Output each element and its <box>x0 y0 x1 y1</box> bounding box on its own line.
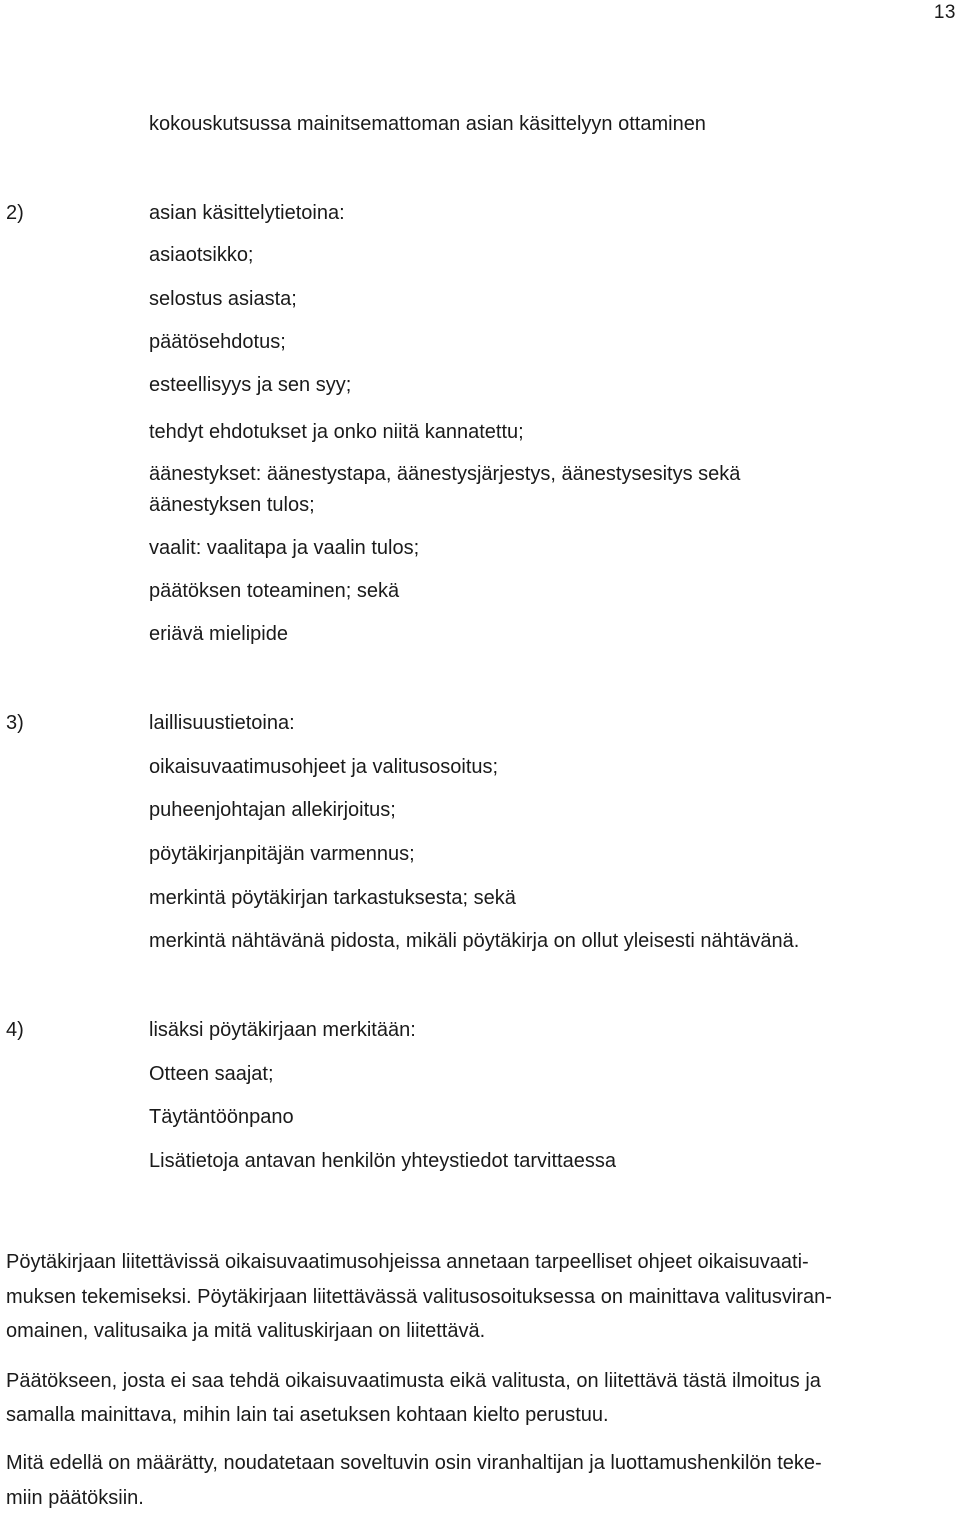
section3-number: 3) <box>6 712 24 734</box>
list-item: äänestykset: äänestystapa, äänestysjärjestys, äänestysesitys sekä <box>149 463 741 485</box>
paragraph-line: Pöytäkirjaan liitettävissä oikaisuvaatimusohjeissa annetaan tarpeelliset ohjeet oikaisuvaati- <box>6 1251 809 1273</box>
paragraph-line: samalla mainittava, mihin lain tai asetuksen kohtaan kielto perustuu. <box>6 1404 609 1426</box>
list-item: Lisätietoja antavan henkilön yhteystiedot tarvittaessa <box>149 1150 616 1172</box>
list-item: oikaisuvaatimusohjeet ja valitusosoitus; <box>149 756 499 778</box>
list-item: eriävä mielipide <box>149 623 288 645</box>
page-number: 13 <box>933 2 956 23</box>
list-item: merkintä pöytäkirjan tarkastuksesta; sekä <box>149 887 516 909</box>
list-item: selostus asiasta; <box>149 288 297 310</box>
list-item: päätösehdotus; <box>149 331 286 353</box>
section3-heading: laillisuustietoina: <box>149 712 295 734</box>
list-item: merkintä nähtävänä pidosta, mikäli pöytäkirja on ollut yleisesti nähtävänä. <box>149 930 800 952</box>
list-item: puheenjohtajan allekirjoitus; <box>149 799 396 821</box>
paragraph-line: miin päätöksiin. <box>6 1487 144 1509</box>
list-item: esteellisyys ja sen syy; <box>149 374 352 396</box>
list-item: tehdyt ehdotukset ja onko niitä kannatettu; <box>149 421 524 443</box>
section2-heading: asian käsittelytietoina: <box>149 202 345 224</box>
list-item: pöytäkirjanpitäjän varmennus; <box>149 843 415 865</box>
section1-continuation: kokouskutsussa mainitsemattoman asian käsittelyyn ottaminen <box>149 113 706 135</box>
paragraph-line: muksen tekemiseksi. Pöytäkirjaan liitettävässä valitusosoituksessa on mainittava valitusviran- <box>6 1286 832 1308</box>
list-item: asiaotsikko; <box>149 244 254 266</box>
list-item: Täytäntöönpano <box>149 1106 294 1128</box>
section4-heading: lisäksi pöytäkirjaan merkitään: <box>149 1019 416 1041</box>
section4-number: 4) <box>6 1019 24 1041</box>
paragraph-line: Päätökseen, josta ei saa tehdä oikaisuvaatimusta eikä valitusta, on liitettävä tästä ilmoitus ja <box>6 1370 821 1392</box>
section2-number: 2) <box>6 202 24 224</box>
list-item: vaalit: vaalitapa ja vaalin tulos; <box>149 537 420 559</box>
paragraph-line: Mitä edellä on määrätty, noudatetaan soveltuvin osin viranhaltijan ja luottamushenkilön teke- <box>6 1452 822 1474</box>
paragraph-line: omainen, valitusaika ja mitä valituskirjaan on liitettävä. <box>6 1320 486 1342</box>
list-item: äänestyksen tulos; <box>149 494 315 516</box>
list-item: Otteen saajat; <box>149 1063 274 1085</box>
list-item: päätöksen toteaminen; sekä <box>149 580 400 602</box>
